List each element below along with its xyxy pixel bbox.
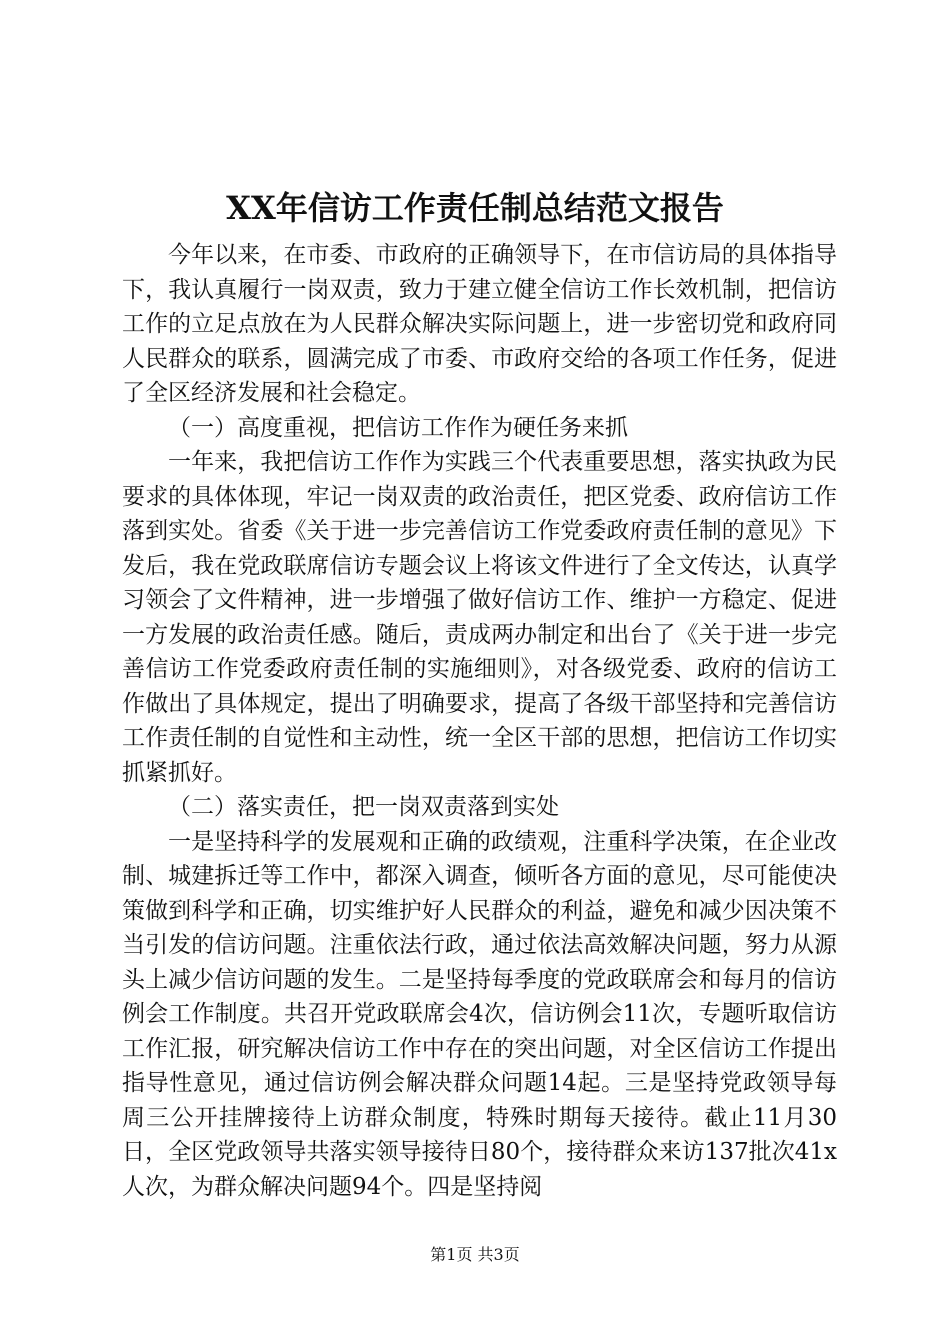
section-1-paragraph: 一年来，我把信访工作作为实践三个代表重要思想，落实执政为民要求的具体体现，牢记一岗双责的政治责任，把区党委、政府信访工作落到实处。省委《关于进一步完善信访工作党委政府责任制的意见》下发后，我在党政联席信访专题会议上将该文件进行了全文传达，认真学习领会了文件精神，进一步增强了做好信访工作、维护一方稳定、促进一方发展的政治责任感。随后，责成两办制定和出台了《关于进一步完善信访工作党委政府责任制的实施细则》，对各级党委、政府的信访工作做出了具体规定，提出了明确要求，提高了各级干部坚持和完善信访工作责任制的自觉性和主动性，统一全区干部的思想，把信访工作切实抓紧抓好。 <box>122 449 837 786</box>
section-2-paragraph: 一是坚持科学的发展观和正确的政绩观，注重科学决策，在企业改制、城建拆迁等工作中，都深入调查，倾听各方面的意见，尽可能使决策做到科学和正确，切实维护好人民群众的利益，避免和减少因决策不当引发的信访问题。注重依法行政，通过依法高效解决问题，努力从源头上减少信访问题的发生。二是坚持每季度的党政联席会和每月的信访例会工作制度。共召开党政联席会4次，信访例会11次，专题听取信访工作汇报，研究解决信访工作中存在的突出问题，对全区信访工作提出指导性意见，通过信访例会解决群众问题14起。三是坚持党政领导每周三公开挂牌接待上访群众制度，特殊时期每天接待。截止11月30日，全区党政领导共落实领导接待日80个，接待群众来访137批次41x人次，为群众解决问题94个。四是坚持阅 <box>122 828 837 1200</box>
section-2-heading: （二）落实责任，把一岗双责落到实处 <box>168 794 559 820</box>
document-body <box>122 238 837 1204</box>
page-footer: 第1页 共3页 <box>430 1245 520 1264</box>
document-title: XX年信访工作责任制总结范文报告 <box>226 189 724 227</box>
section-1-heading: （一）高度重视，把信访工作作为硬任务来抓 <box>168 414 628 441</box>
intro-paragraph: 今年以来，在市委、市政府的正确领导下，在市信访局的具体指导下，我认真履行一岗双责，致力于建立健全信访工作长效机制，把信访工作的立足点放在为人民群众解决实际问题上，进一步密切党和政府同人民群众的联系，圆满完成了市委、市政府交给的各项工作任务，促进了全区经济发展和社会稳定。 <box>122 242 837 406</box>
